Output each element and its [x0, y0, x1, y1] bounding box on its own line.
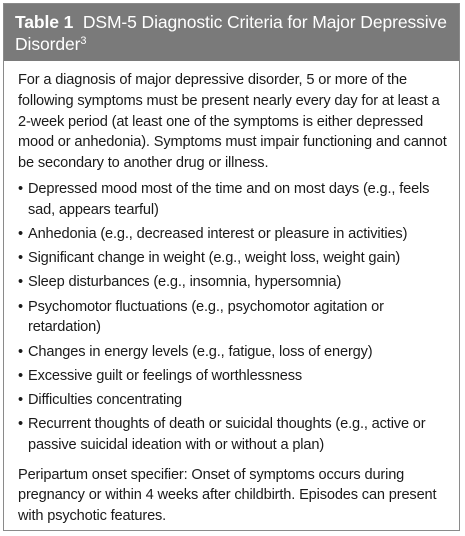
table-header	[4, 4, 459, 61]
table-number: Table 1	[15, 12, 74, 32]
criterion-item	[18, 414, 449, 456]
criterion-text: Psychomotor fluctuations (e.g., psychomotor agitation or retardation)	[28, 298, 384, 336]
intro-paragraph: For a diagnosis of major depressive disorder, 5 or more of the following symptoms must be present nearly every day for at least a 2-week period (at least one of the symptoms is either depressed mood or anhedonia). Symptoms must impair functioning and cannot be secondary to another drug or illness.	[18, 72, 447, 172]
criterion-item	[18, 248, 449, 269]
bullet-icon: •	[18, 180, 23, 197]
table-title	[15, 11, 449, 55]
criterion-text: Changes in energy levels (e.g., fatigue, loss of energy)	[28, 343, 373, 360]
peripartum-note: Peripartum onset specifier: Onset of symptoms occurs during pregnancy or within 4 weeks after childbirth. Episodes can present with psychotic features.	[18, 466, 437, 525]
bullet-icon: •	[18, 367, 23, 384]
criteria-table	[3, 3, 460, 531]
criterion-text: Sleep disturbances (e.g., insomnia, hypersomnia)	[28, 274, 342, 291]
criterion-text: Difficulties concentrating	[28, 391, 183, 408]
table-title-text: DSM-5 Diagnostic Criteria for Major Depressive Disorder	[15, 12, 447, 54]
criterion-text: Recurrent thoughts of death or suicidal thoughts (e.g., active or passive suicidal ideation with or without a plan)	[28, 416, 426, 453]
criterion-item	[18, 224, 449, 245]
criterion-text: Depressed mood most of the time and on most days (e.g., feels sad, appears tearful)	[28, 180, 430, 218]
criterion-text: Excessive guilt or feelings of worthlessness	[28, 367, 303, 384]
criterion-item	[18, 179, 449, 221]
bullet-icon: •	[18, 250, 23, 267]
reference-superscript: 3	[80, 35, 87, 47]
table-body	[4, 61, 459, 527]
bullet-icon: •	[18, 274, 23, 291]
criterion-item	[18, 297, 449, 339]
bullet-icon: •	[18, 416, 23, 433]
criterion-text: Significant change in weight (e.g., weight loss, weight gain)	[28, 250, 401, 267]
criterion-item	[18, 366, 449, 387]
criterion-item	[18, 342, 449, 363]
bullet-icon: •	[18, 391, 23, 408]
bullet-icon: •	[18, 225, 23, 242]
bullet-icon: •	[18, 298, 23, 315]
criteria-list	[18, 179, 449, 456]
criterion-text: Anhedonia (e.g., decreased interest or pleasure in activities)	[28, 225, 408, 242]
criterion-item	[18, 390, 449, 411]
bullet-icon: •	[18, 343, 23, 360]
criterion-item	[18, 272, 449, 293]
